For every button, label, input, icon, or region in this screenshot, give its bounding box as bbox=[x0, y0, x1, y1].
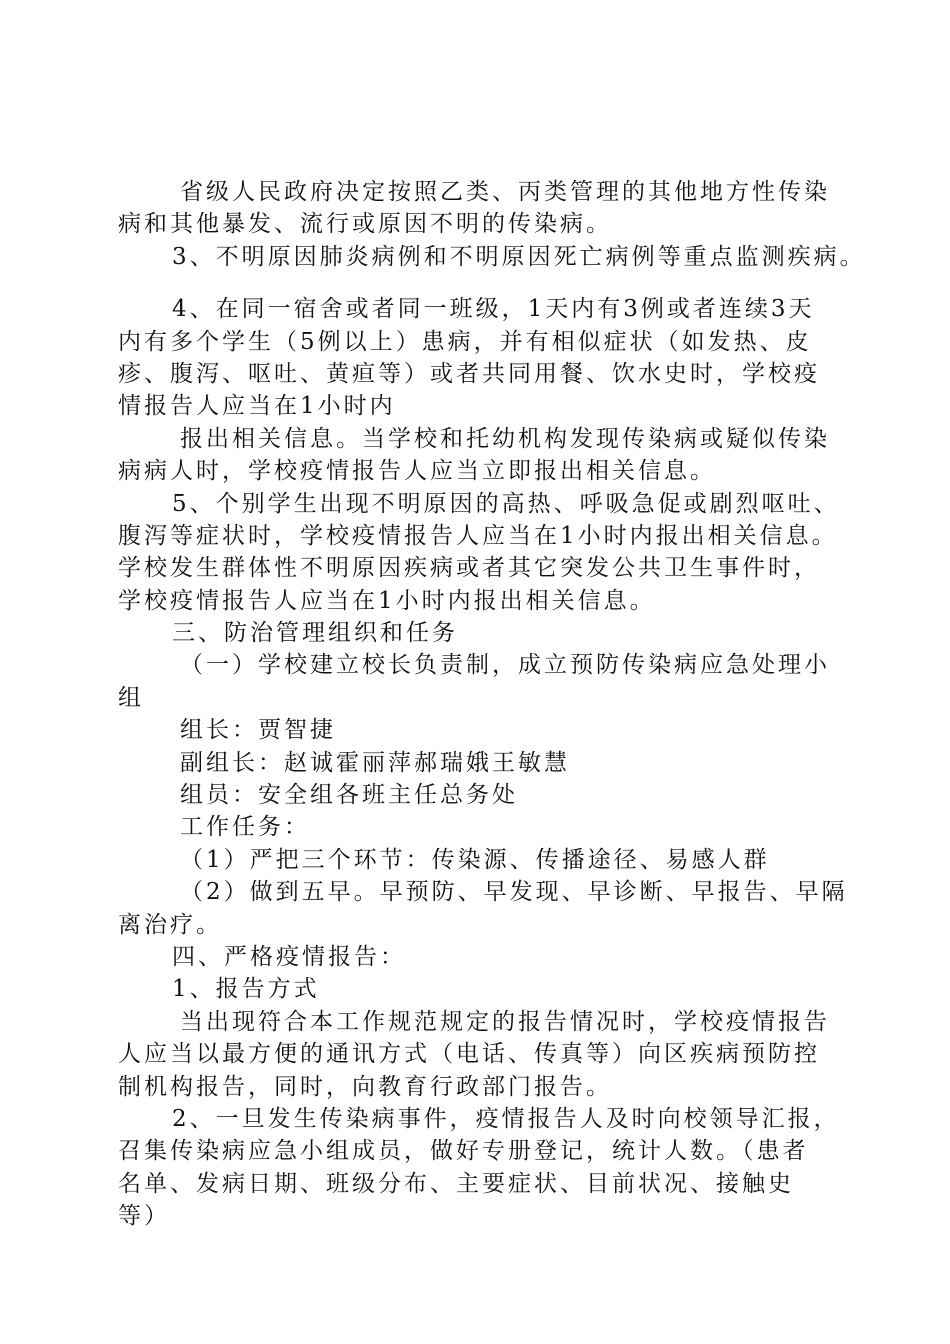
text-line: （一）学校建立校长负责制，成立预防传染病应急处理小 bbox=[180, 652, 830, 679]
document-body bbox=[118, 176, 866, 1233]
text-line: 病病人时，学校疫情报告人应当立即报出相关信息。 bbox=[118, 458, 716, 485]
text-line: 组员：安全组各班主任总务处 bbox=[180, 782, 518, 809]
section-heading: 四、严格疫情报告： bbox=[172, 943, 406, 970]
text-line: 省级人民政府决定按照乙类、丙类管理的其他地方性传染 bbox=[180, 179, 830, 205]
text-line: 病和其他暴发、流行或原因不明的传染病。 bbox=[118, 211, 612, 238]
text-line: 内有多个学生（5例以上）患病，并有相似症状（如发热、皮 bbox=[118, 328, 812, 355]
text-line: 召集传染病应急小组成员，做好专册登记，统计人数。（患者 bbox=[118, 1138, 809, 1165]
text-line: 2、一旦发生传染病事件，疫情报告人及时向校领导汇报， bbox=[172, 1105, 840, 1132]
text-line: 学校疫情报告人应当在1小时内报出相关信息。 bbox=[118, 587, 656, 614]
text-line: 疹、腹泻、呕吐、黄疸等）或者共同用餐、饮水史时，学校疫 bbox=[118, 360, 820, 387]
paragraph-gap bbox=[118, 273, 838, 293]
text-line: 5、个别学生出现不明原因的高热、呼吸急促或剧烈呕吐、 bbox=[172, 490, 840, 517]
text-line: 离治疗。 bbox=[118, 911, 222, 938]
section-heading: 三、防治管理组织和任务 bbox=[172, 620, 458, 647]
text-line: （2）做到五早。早预防、早发现、早诊断、早报告、早隔 bbox=[180, 879, 848, 906]
text-line: 3、不明原因肺炎病例和不明原因死亡病例等重点监测疾病。 bbox=[172, 243, 866, 270]
text-line: 1、报告方式 bbox=[172, 976, 320, 1003]
text-line: 副组长：赵诚霍丽萍郝瑞娥王敏慧 bbox=[180, 749, 570, 776]
text-line: 当出现符合本工作规范规定的报告情况时，学校疫情报告 bbox=[180, 1008, 830, 1035]
text-line: 名单、发病日期、班级分布、主要症状、目前状况、接触史 bbox=[118, 1170, 794, 1197]
text-line: 报出相关信息。当学校和托幼机构发现传染病或疑似传染 bbox=[180, 425, 830, 452]
text-line: （1）严把三个环节：传染源、传播途径、易感人群 bbox=[180, 846, 770, 873]
text-line: 组长：贾智捷 bbox=[180, 717, 336, 744]
text-line: 制机构报告，同时，向教育行政部门报告。 bbox=[118, 1073, 612, 1100]
text-line: 学校发生群体性不明原因疾病或者其它突发公共卫生事件时， bbox=[118, 555, 820, 582]
text-line: 组 bbox=[118, 684, 144, 711]
text-line: 情报告人应当在1小时内 bbox=[118, 393, 396, 420]
text-line: 4、在同一宿舍或者同一班级，1天内有3例或者连续3天 bbox=[172, 296, 815, 323]
text-line: 等） bbox=[118, 1203, 170, 1230]
text-line: 工作任务： bbox=[180, 814, 310, 841]
text-line: 腹泻等症状时，学校疫情报告人应当在1小时内报出相关信息。 bbox=[118, 522, 838, 549]
text-line: 人应当以最方便的通讯方式（电话、传真等）向区疾病预防控 bbox=[118, 1041, 820, 1068]
